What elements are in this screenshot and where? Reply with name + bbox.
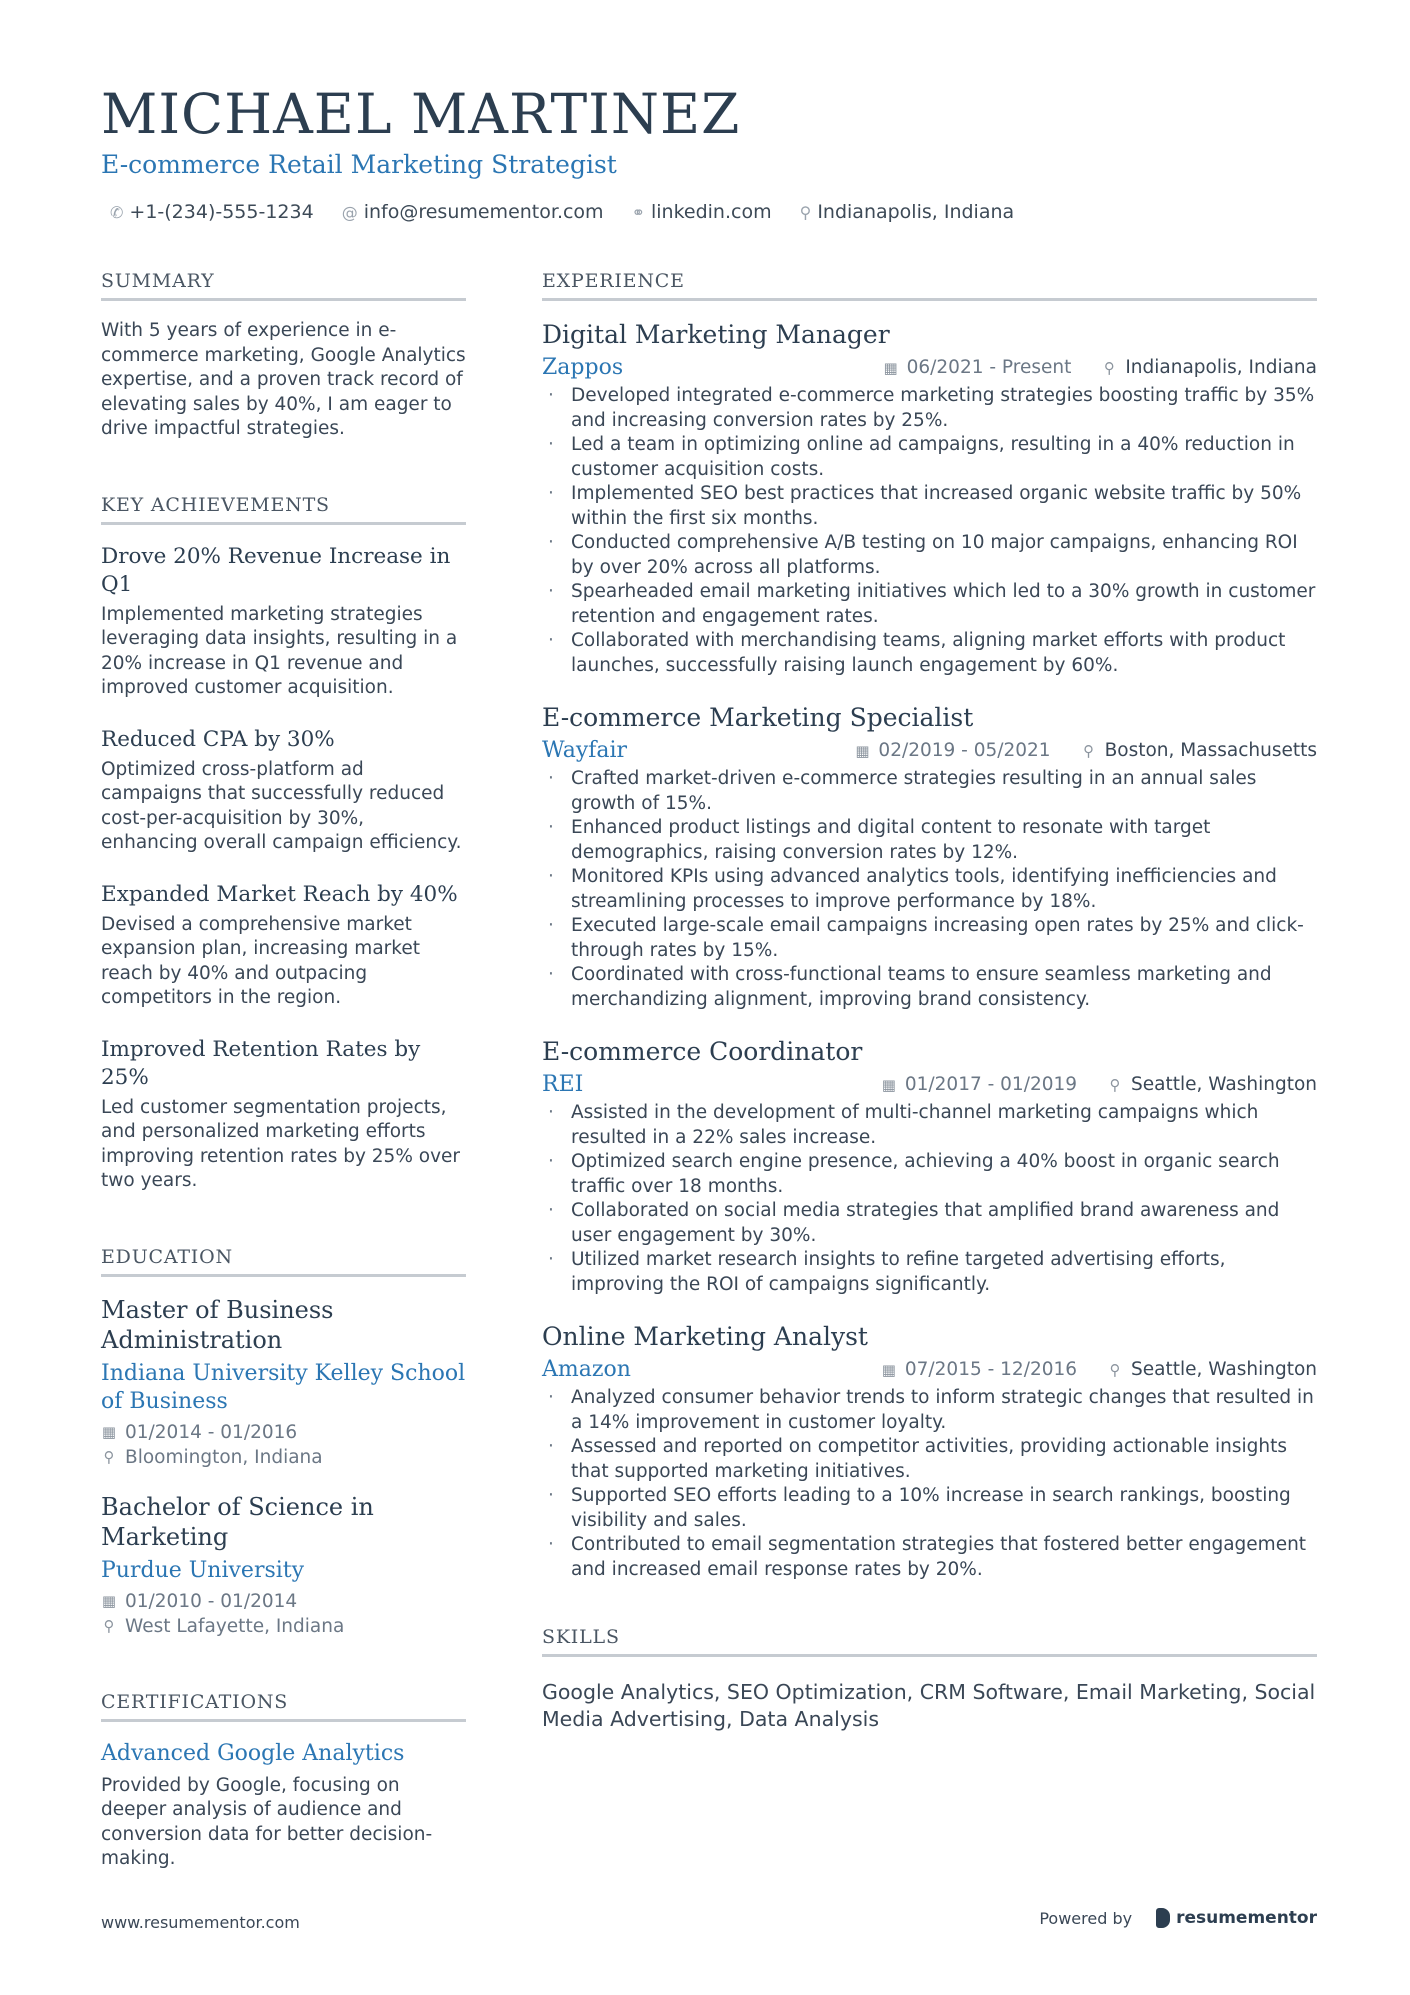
bullet-item: · Developed integrated e-commerce marketing strategies boosting traffic by 35% and increasing conversion rates by 25%. (542, 384, 1317, 433)
contact-email[interactable]: @ info@resumementor.com (341, 201, 604, 223)
bullet-item: · Contributed to email segmentation strategies that fostered better engagement and increased email response rates by 20%. (542, 1533, 1317, 1582)
calendar-icon: ▦ (101, 1422, 117, 1441)
bullet-item: · Supported SEO efforts leading to a 10% increase in search rankings, boosting visibility and sales. (542, 1484, 1317, 1533)
achievements-list (101, 543, 466, 1194)
bullet-item: · Monitored KPIs using advanced analytics tools, identifying inefficiencies and streamlining processes to improve performance by 18%. (542, 865, 1317, 914)
job-bullets (542, 767, 1317, 1012)
bullet-item: · Implemented SEO best practices that increased organic website traffic by 50% within the first six months. (542, 482, 1317, 531)
job-entry (542, 319, 1317, 678)
achievement-item (101, 543, 466, 701)
achievement-title: Reduced CPA by 30% (101, 726, 335, 752)
candidate-name: MICHAEL MARTINEZ (101, 82, 741, 146)
bullet-item: · Assessed and reported on competitor activities, providing actionable insights that supported marketing initiatives. (542, 1435, 1317, 1484)
brand-mark-icon (1156, 1908, 1170, 1928)
contact-linkedin[interactable]: ⚭ linkedin.com (631, 201, 772, 223)
job-dates: ▦ 06/2021 - Present (883, 357, 1072, 378)
school-name: Indiana University Kelley School of Business (101, 1360, 466, 1414)
brand-name: resumementor (1176, 1908, 1317, 1928)
calendar-icon: ▦ (883, 358, 898, 377)
education-dates: ▦ 01/2014 - 01/2016 (101, 1421, 298, 1443)
powered-by-label: Powered by (1039, 1908, 1133, 1928)
bullet-item: · Spearheaded email marketing initiatives which led to a 30% growth in customer retention and engagement rates. (542, 580, 1317, 629)
job-bullets (542, 1101, 1317, 1297)
job-bullets (542, 1386, 1317, 1582)
achievement-title: Expanded Market Reach by 40% (101, 881, 458, 907)
calendar-icon: ▦ (855, 741, 870, 760)
experience-heading: EXPERIENCE (542, 270, 1317, 301)
contact-location: ⚲ Indianapolis, Indiana (799, 201, 1015, 223)
education-item (101, 1492, 466, 1639)
achievement-text: Optimized cross-platform ad campaigns that successfully reduced cost-per-acquisition by 30%, enhancing overall campaign efficiency. (101, 758, 462, 853)
left-column (101, 270, 466, 1872)
job-dates: ▦ 01/2017 - 01/2019 (881, 1074, 1078, 1095)
company-name: Amazon (542, 1357, 631, 1382)
location-pin-icon: ⚲ (1083, 741, 1095, 760)
achievement-item (101, 726, 466, 856)
footer-powered (1039, 1908, 1317, 1928)
bullet-item: · Led a team in optimizing online ad campaigns, resulting in a 40% reduction in customer acquisition costs. (542, 433, 1317, 482)
achievement-title: Improved Retention Rates by 25% (101, 1036, 421, 1090)
summary-text: With 5 years of experience in e-commerce marketing, Google Analytics expertise, and a proven track record of elevating sales by 40%, I am eager to drive impactful strategies. (101, 320, 466, 439)
location-pin-icon: ⚲ (1109, 1075, 1121, 1094)
candidate-title: E-commerce Retail Marketing Strategist (101, 150, 617, 179)
achievement-item (101, 1036, 466, 1194)
calendar-icon: ▦ (881, 1360, 896, 1379)
contact-bar (110, 201, 1014, 223)
job-entry (542, 702, 1317, 1012)
school-name: Purdue University (101, 1557, 305, 1583)
certification-text: Provided by Google, focusing on deeper analysis of audience and conversion data for better decision-making. (101, 1774, 433, 1869)
location-pin-icon: ⚲ (799, 202, 812, 222)
skills-heading: SKILLS (542, 1626, 1317, 1657)
bullet-item: · Collaborated on social media strategies that amplified brand awareness and user engagement by 30%. (542, 1199, 1317, 1248)
calendar-icon: ▦ (101, 1591, 117, 1610)
achievement-item (101, 881, 466, 1011)
education-location: ⚲ Bloomington, Indiana (101, 1445, 466, 1470)
job-entry (542, 1321, 1317, 1582)
job-dates: ▦ 07/2015 - 12/2016 (881, 1359, 1078, 1380)
job-entry (542, 1036, 1317, 1297)
calendar-icon: ▦ (881, 1075, 896, 1094)
bullet-item: · Enhanced product listings and digital content to resonate with target demographics, raising conversion rates by 12%. (542, 816, 1317, 865)
location-pin-icon: ⚲ (103, 1447, 115, 1466)
degree-title: Bachelor of Science in Marketing (101, 1492, 374, 1551)
bullet-item: · Executed large-scale email campaigns increasing open rates by 25% and click-through rates by 15%. (542, 914, 1317, 963)
bullet-item: · Coordinated with cross-functional teams to ensure seamless marketing and merchandizing alignment, improving brand consistency. (542, 963, 1317, 1012)
certification-item (101, 1740, 466, 1872)
bullet-item: · Utilized market research insights to refine targeted advertising efforts, improving the ROI of campaigns significantly. (542, 1248, 1317, 1297)
at-icon: @ (341, 202, 358, 222)
company-name: Wayfair (542, 738, 628, 763)
brand-logo[interactable] (1156, 1908, 1317, 1928)
job-bullets (542, 384, 1317, 678)
education-heading: EDUCATION (101, 1246, 466, 1277)
summary-heading: SUMMARY (101, 270, 466, 301)
degree-title: Master of Business Administration (101, 1295, 334, 1354)
job-location: ⚲ Seattle, Washington (1107, 1359, 1317, 1380)
location-pin-icon: ⚲ (1109, 1360, 1121, 1379)
right-column (542, 270, 1317, 1733)
job-location: ⚲ Indianapolis, Indiana (1101, 357, 1317, 378)
footer-website[interactable]: www.resumementor.com (101, 1913, 300, 1932)
skills-text: Google Analytics, SEO Optimization, CRM Software, Email Marketing, Social Media Advertising, Data Analysis (542, 1680, 1316, 1731)
education-location: ⚲ West Lafayette, Indiana (101, 1614, 466, 1639)
education-item (101, 1295, 466, 1470)
job-title: Digital Marketing Manager (542, 320, 890, 349)
job-location: ⚲ Seattle, Washington (1107, 1074, 1317, 1095)
certification-title: Advanced Google Analytics (101, 1740, 405, 1766)
link-icon: ⚭ (631, 202, 645, 222)
company-name: Zappos (542, 355, 624, 380)
certifications-heading: CERTIFICATIONS (101, 1691, 466, 1722)
achievement-text: Implemented marketing strategies leveraging data insights, resulting in a 20% increase in Q1 revenue and improved customer acquisition. (101, 603, 458, 698)
phone-icon: ✆ (110, 202, 124, 222)
achievements-heading: KEY ACHIEVEMENTS (101, 494, 466, 525)
bullet-item: · Conducted comprehensive A/B testing on 10 major campaigns, enhancing ROI by over 20% across all platforms. (542, 531, 1317, 580)
achievement-title: Drove 20% Revenue Increase in Q1 (101, 543, 451, 597)
job-location: ⚲ Boston, Massachusetts (1081, 740, 1317, 761)
education-dates: ▦ 01/2010 - 01/2014 (101, 1590, 298, 1612)
job-dates: ▦ 02/2019 - 05/2021 (855, 740, 1051, 761)
achievement-text: Devised a comprehensive market expansion plan, increasing market reach by 40% and outpacing competitors in the region. (101, 913, 420, 1008)
bullet-item: · Collaborated with merchandising teams, aligning market efforts with product launches, successfully raising launch engagement by 60%. (542, 629, 1317, 678)
job-title: Online Marketing Analyst (542, 1322, 868, 1351)
company-name: REI (542, 1072, 584, 1097)
bullet-item: · Analyzed consumer behavior trends to inform strategic changes that resulted in a 14% improvement in customer loyalty. (542, 1386, 1317, 1435)
job-title: E-commerce Marketing Specialist (542, 703, 974, 732)
location-pin-icon: ⚲ (103, 1616, 115, 1635)
achievement-text: Led customer segmentation projects, and personalized marketing efforts improving retention rates by 25% over two years. (101, 1096, 461, 1191)
location-pin-icon: ⚲ (1103, 358, 1115, 377)
job-title: E-commerce Coordinator (542, 1037, 863, 1066)
bullet-item: · Crafted market-driven e-commerce strategies resulting in an annual sales growth of 15%. (542, 767, 1317, 816)
bullet-item: · Optimized search engine presence, achieving a 40% boost in organic search traffic over 18 months. (542, 1150, 1317, 1199)
contact-phone: ✆ +1-(234)-555-1234 (110, 201, 314, 223)
bullet-item: · Assisted in the development of multi-channel marketing campaigns which resulted in a 22% sales increase. (542, 1101, 1317, 1150)
